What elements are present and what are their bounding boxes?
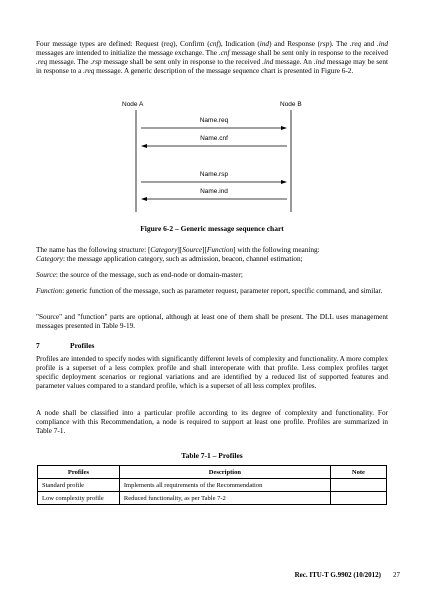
table-row [38, 479, 387, 492]
intro-text: message. An [273, 58, 314, 66]
function-definition: : generic function of the message, such as parameter request, parameter report, specific command, and similar. [62, 287, 383, 295]
structure-term-function: Function [206, 246, 234, 254]
intro-text: Four message types are defined: Request ( [36, 40, 164, 48]
table-header-cell: Note [330, 466, 386, 479]
intro-text: message shall be sent only in response to the received [101, 58, 263, 66]
intro-term-ind: ind [259, 40, 270, 48]
optional-note-paragraph: "Source" and "function" parts are optional, although at least one of them shall be present. The DLL uses management messages presented in Table 9-19. [36, 313, 388, 330]
section-number: 7 [36, 341, 40, 350]
structure-text: ][ [177, 246, 183, 254]
table-caption: Table 7-1 – Profiles [181, 451, 243, 460]
structure-term-category: Category [150, 246, 178, 254]
table-row [38, 492, 387, 505]
intro-term-dotcnf: .cnf [218, 49, 230, 57]
table-cell [330, 479, 386, 492]
table-cell [330, 492, 386, 505]
message-label-cnf: Name.cnf [200, 135, 228, 142]
intro-term-rsp: rsp [320, 40, 330, 48]
intro-term-cnf: cnf [209, 40, 219, 48]
function-term: Function [36, 287, 63, 295]
intro-term-dotind: .ind [313, 58, 325, 66]
message-label-rsp: Name.rsp [199, 171, 229, 178]
message-label-ind: Name.ind [200, 188, 228, 195]
table-cell: Standard profile [38, 479, 120, 492]
intro-text: message. The [47, 58, 91, 66]
arrowhead-icon [281, 126, 287, 130]
node-a-label: Node A [122, 101, 144, 108]
intro-text: messages are intended to initialize the message exchange. The [36, 49, 219, 57]
category-term: Category [36, 255, 63, 263]
figure-caption: Figure 6-2 – Generic message sequence chart [140, 224, 284, 233]
structure-text: ] with the following meaning: [233, 246, 320, 254]
function-definition-paragraph [36, 287, 388, 296]
recommendation-reference: Rec. ITU-T G.9902 (10/2012) [294, 571, 381, 579]
section-title: Profiles [70, 341, 95, 350]
profiles-table [37, 465, 387, 505]
source-term: Source [36, 271, 56, 279]
structure-paragraph [36, 246, 388, 264]
page-number: 27 [393, 571, 400, 579]
intro-term-dotreq: .req [349, 40, 362, 48]
structure-term-source: Source [182, 246, 203, 254]
source-definition-paragraph [36, 271, 388, 280]
arrowhead-icon [141, 197, 147, 201]
intro-text: ) and Response ( [269, 40, 321, 48]
arrowhead-icon [141, 144, 147, 148]
category-definition: : the message application category, such as admission, beacon, channel estimation; [62, 255, 303, 263]
intro-text: and [361, 40, 377, 48]
page-footer [295, 571, 400, 579]
table-header-cell: Description [119, 466, 330, 479]
structure-text: The name has the following structure: [ [36, 246, 151, 254]
message-label-req: Name.req [199, 117, 229, 124]
intro-term-dotind: .ind [262, 58, 274, 66]
intro-term-dotrsp: .rsp [90, 58, 102, 66]
intro-text: ), Indication ( [218, 40, 260, 48]
intro-text: message may be sent in response to a [36, 58, 388, 75]
table-header-row [38, 466, 387, 479]
intro-term-dotreq: .req [36, 58, 48, 66]
table-header-cell: Profiles [38, 466, 120, 479]
section-heading [36, 341, 94, 350]
intro-term-dotreq: .req [83, 67, 95, 75]
profiles-paragraph-2: A node shall be classified into a particular profile according to its degree of complexity and functionality. For compliance with this Recommendation, a node is required to support at least one profile. Profiles are summarized in Table 7-1. [36, 409, 388, 435]
structure-text: ][ [202, 246, 207, 254]
intro-text: ). The [329, 40, 350, 48]
intro-term-dotind: .ind [376, 40, 388, 48]
intro-text: ), Confirm ( [173, 40, 210, 48]
node-b-label: Node B [280, 101, 302, 108]
intro-text: message. A generic description of the message sequence chart is presented in Figure 6-2. [94, 67, 354, 75]
table-cell: Low complexity profile [38, 492, 120, 505]
table-cell: Implements all requirements of the Recommendation [119, 479, 330, 492]
source-definition: : the source of the message, such as end-node or domain-master; [55, 271, 243, 279]
table-cell: Reduced functionality, as per Table 7-2 [119, 492, 330, 505]
intro-term-req: req [163, 40, 174, 48]
profiles-paragraph-1: Profiles are intended to specify nodes with significantly different levels of complexity and functionality. A more complex profile is a superset of a less complex profile and shall interoperate with that profile. Less complex profiles target specific deployment scenarios or regional variations and are identified by a reduced list of supported features and parameter values compared to a standard profile, which is a superset of all less complex profiles. [36, 355, 388, 390]
intro-text: message shall be sent only in response to the received [229, 49, 389, 57]
arrowhead-icon [281, 180, 287, 184]
